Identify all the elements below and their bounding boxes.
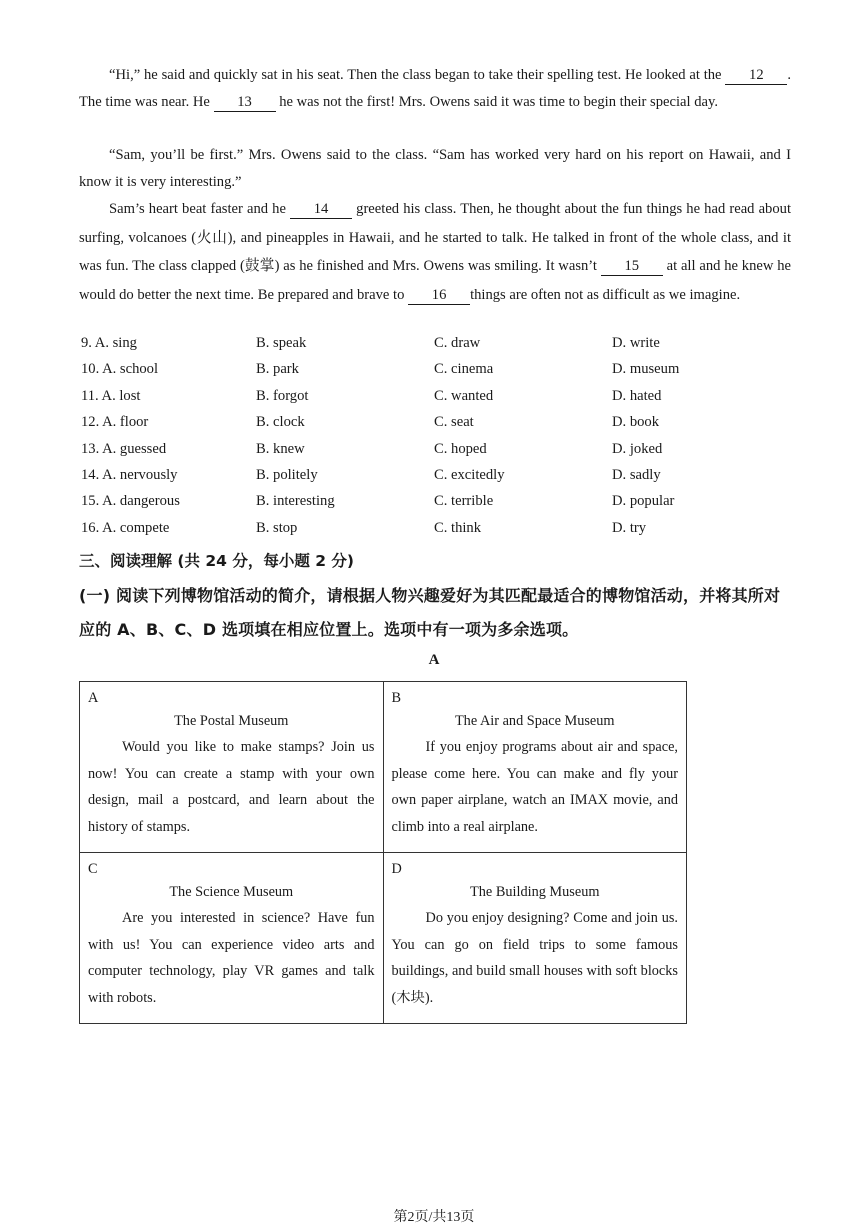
text-segment: things are often not as difficult as we imagine. bbox=[470, 286, 741, 303]
museum-description: If you enjoy programs about air and space, please come here. You can make and fly your own paper airplane, watch an IMAX movie, and climb into a real airplane. bbox=[391, 739, 678, 835]
option: D. book bbox=[612, 414, 660, 431]
option: 14. A. nervously bbox=[81, 466, 178, 483]
museum-cell-c bbox=[80, 853, 384, 1024]
museum-title: The Air and Space Museum bbox=[454, 713, 615, 729]
option: B. interesting bbox=[256, 493, 335, 510]
passage-label: A bbox=[428, 652, 440, 668]
museum-description: Would you like to make stamps? Join us now! You can create a stamp with your own design, mail a postcard, and learn about the history of stamps. bbox=[88, 739, 375, 835]
options-list bbox=[81, 335, 781, 546]
museum-description: Are you interested in science? Have fun with us! You can experience video arts and computer technology, play VR games and talk with robots. bbox=[88, 910, 375, 1006]
option: C. think bbox=[434, 519, 482, 536]
option: 11. A. lost bbox=[81, 387, 141, 404]
question-13-options bbox=[81, 441, 781, 467]
option: D. hated bbox=[612, 387, 662, 404]
passage-paragraph-3 bbox=[79, 195, 791, 309]
blank-13: 13 bbox=[214, 93, 276, 112]
museum-title: The Postal Museum bbox=[174, 713, 289, 729]
option: 12. A. floor bbox=[81, 414, 149, 431]
museum-cell-a bbox=[80, 682, 384, 853]
option: C. draw bbox=[434, 335, 481, 351]
option: C. wanted bbox=[434, 387, 494, 404]
section-title: 三、阅读理解 (共 24 分，每小题 2 分) bbox=[79, 552, 355, 570]
museum-cell-b bbox=[383, 682, 687, 853]
text-segment: . The time was near. He bbox=[79, 67, 791, 110]
option: D. write bbox=[612, 335, 660, 351]
passage-paragraph-2: “Sam, you’ll be first.” Mrs. Owens said to the class. “Sam has worked very hard on his report on Hawaii, and I know it is very interesting.” bbox=[79, 147, 791, 190]
blank-12: 12 bbox=[725, 66, 787, 85]
question-10-options bbox=[81, 361, 781, 387]
question-12-options bbox=[81, 414, 781, 440]
passage-paragraph-1 bbox=[79, 62, 791, 115]
blank-15: 15 bbox=[601, 257, 663, 276]
museum-title: The Science Museum bbox=[169, 884, 294, 900]
option: C. excitedly bbox=[434, 466, 505, 483]
text-segment: “Hi,” he said and quickly sat in his seat. Then the class began to take their spelling test. He looked at the bbox=[109, 67, 726, 83]
option: D. try bbox=[612, 519, 647, 536]
option: C. seat bbox=[434, 414, 474, 431]
text-segment: greeted his class. Then, he thought about the fun things he had read about surfing, volcanoes (火山), and pineapples in Hawaii, and he started to talk. He talked in front of the whole class, and it was fun. The class clapped (鼓掌) as he finished and Mrs. Owens was smiling. It wasn’t bbox=[79, 201, 792, 274]
question-11-options bbox=[81, 388, 781, 414]
option: C. hoped bbox=[434, 440, 487, 457]
text-segment: he was not the first! Mrs. Owens said it was time to begin their special day. bbox=[275, 93, 718, 110]
museum-table bbox=[79, 681, 687, 1024]
museum-letter: D bbox=[391, 861, 402, 877]
option: D. joked bbox=[612, 440, 663, 457]
blank-16: 16 bbox=[408, 286, 470, 305]
museum-letter: A bbox=[88, 690, 99, 706]
option: B. clock bbox=[256, 414, 305, 431]
question-15-options bbox=[81, 493, 781, 519]
text-segment: at all and he knew he would do better the next time. Be prepared and brave to bbox=[79, 258, 792, 303]
question-14-options bbox=[81, 467, 781, 493]
museum-letter: C bbox=[88, 861, 98, 877]
museum-description: Do you enjoy designing? Come and join us. You can go on field trips to some famous buildings, and build small houses with soft blocks (木块). bbox=[391, 910, 678, 1006]
page-number: 第2页/共13页 bbox=[393, 1210, 475, 1225]
option: B. forgot bbox=[256, 387, 309, 404]
option: 13. A. guessed bbox=[81, 440, 167, 457]
option: D. sadly bbox=[612, 466, 661, 483]
option: B. stop bbox=[256, 519, 298, 536]
option: D. popular bbox=[612, 493, 675, 510]
question-9-options bbox=[81, 335, 781, 361]
blank-14: 14 bbox=[290, 200, 352, 219]
option: 9. A. sing bbox=[81, 335, 137, 351]
museum-cell-d bbox=[383, 853, 687, 1024]
option: C. cinema bbox=[434, 361, 494, 378]
option: C. terrible bbox=[434, 493, 494, 510]
option: B. politely bbox=[256, 466, 318, 483]
option: 10. A. school bbox=[81, 361, 159, 378]
section-instruction: (一) 阅读下列博物馆活动的简介，请根据人物兴趣爱好为其匹配最适合的博物馆活动，并将其所对应的 A、B、C、D 选项填在相应位置上。选项中有一项为多余选项。 bbox=[79, 586, 781, 639]
museum-title: The Building Museum bbox=[470, 884, 600, 900]
option: B. knew bbox=[256, 440, 305, 457]
option: 16. A. compete bbox=[81, 519, 170, 536]
option: 15. A. dangerous bbox=[81, 493, 180, 510]
option: D. museum bbox=[612, 361, 680, 378]
museum-letter: B bbox=[391, 690, 402, 706]
option: B. speak bbox=[256, 335, 307, 351]
option: B. park bbox=[256, 361, 299, 378]
text-segment: Sam’s heart beat faster and he bbox=[109, 201, 291, 217]
question-16-options bbox=[81, 520, 781, 546]
